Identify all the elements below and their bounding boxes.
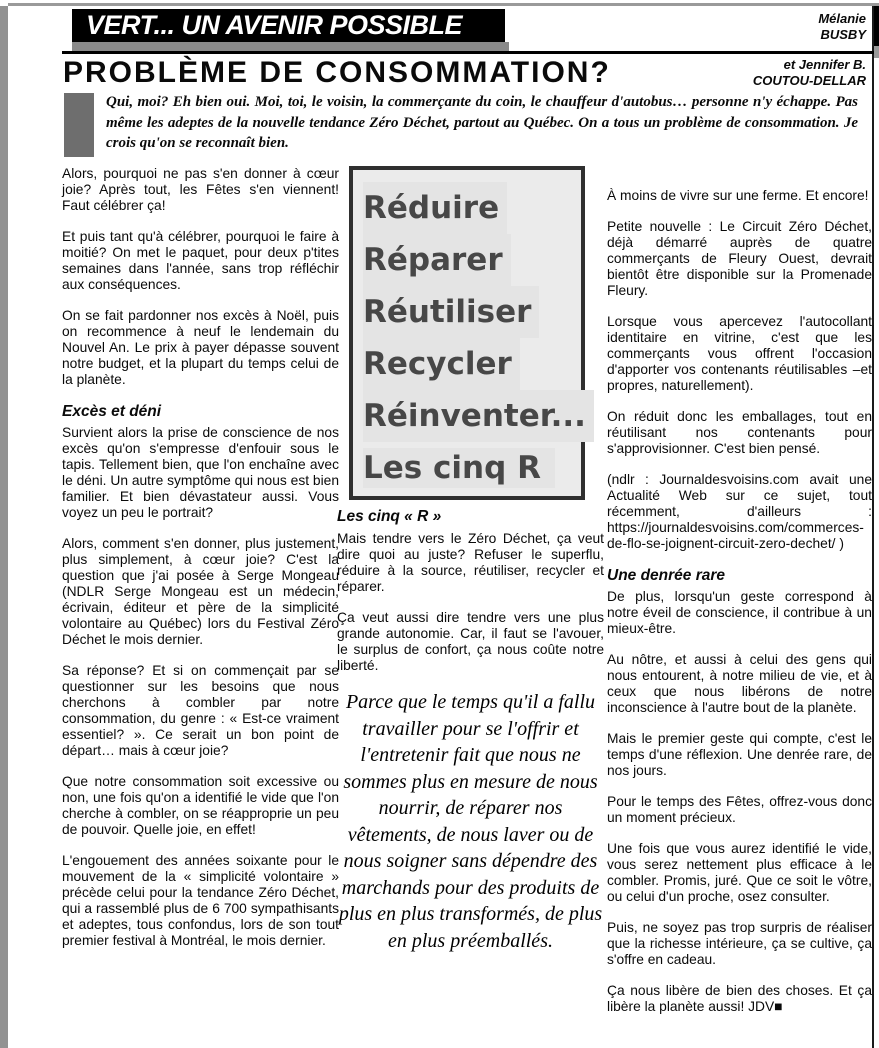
figure-label-les-cinq-r: Les cinq R [363, 448, 555, 488]
page-top-rule [8, 3, 879, 6]
paragraph: On se fait pardonner nos excès à Noël, puis on recommence à neuf le lendemain du Nouvel An. Le prix à payer dépasse souvent notre budget, et la plupart du temps celui de la planète. [62, 308, 339, 387]
paragraph: Alors, pourquoi ne pas s'en donner à cœur joie? Après tout, les Fêtes s'en viennent! Faut célébrer ça! [62, 166, 339, 213]
figure-word-reinventer: Réinventer... [363, 390, 594, 442]
article-lead: Qui, moi? Eh bien oui. Moi, toi, le voisin, la commerçante du coin, le chauffeur d'autobus… personne n'y échappe. Pas même les adeptes de la nouvelle tendance Zéro Déchet, partout au Québec. On a tous un problème de consommation. Je crois qu'on se reconnaît bien. [106, 94, 858, 151]
figure-word-reparer: Réparer [363, 234, 511, 286]
paragraph: Puis, ne soyez pas trop surpris de réaliser que la richesse intérieure, ça se cultive, ça s'offre en cadeau. [607, 920, 872, 967]
author-last-name: BUSBY [820, 27, 866, 42]
author-byline-top [700, 11, 866, 43]
paragraph: Au nôtre, et aussi à celui des gens qui nous entourent, à notre milieu de vie, et à ceux que nous libérons de notre inconscience à l'autre bout de la planète. [607, 652, 872, 715]
page-edge-black-block [874, 6, 879, 46]
paragraph: L'engouement des années soixante pour le mouvement de la « simplicité volontaire » précède celui pour la tendance Zéro Déchet, qui a rassemblé plus de 6 700 sympathisants et adeptes, tous confondus, lors de son tout premier festival à Montréal, le mois dernier. [62, 853, 339, 948]
coauthor-last-name: COUTOU-DELLAR [752, 73, 866, 88]
section-banner [72, 9, 505, 42]
paragraph: Ça veut aussi dire tendre vers une plus grande autonomie. Car, il faut se l'avouer, le surplus de confort, ça nous coûte notre liberté. [337, 610, 604, 673]
column-middle [337, 166, 604, 954]
figure-caption: Les cinq « R » [337, 508, 442, 525]
column-right [607, 188, 872, 1030]
figure-word-recycler: Recycler [363, 338, 520, 390]
five-r-figure [349, 166, 585, 500]
section-banner-title: VERT... UN AVENIR POSSIBLE [86, 10, 463, 40]
coauthor-first-name: et Jennifer B. [783, 57, 866, 72]
paragraph: Lorsque vous apercevez l'autocollant identitaire en vitrine, c'est que les commerçants vous offrent l'occasion d'apporter vos contenants réutilisables –et propres, naturellement). [607, 314, 872, 393]
paragraph: Sa réponse? Et si on commençait par se questionner sur les besoins que nous cherchons à combler par notre consommation, du genre : « Est-ce vraiment essentiel? ». Ce serait un bon point de départ… mais à cœur joie? [62, 663, 339, 758]
paragraph: Une fois que vous aurez identifié le vide, vous serez nettement plus efficace à le combler. Promis, juré. Que ce soit le vôtre, ou celui d'un proche, osez consulter. [607, 841, 872, 904]
paragraph: Et puis tant qu'à célébrer, pourquoi le faire à moitié? On met le paquet, pour deux p'tites semaines dans l'année, sans trop réfléchir aux conséquences. [62, 229, 339, 292]
paragraph: À moins de vivre sur une ferme. Et encore! [607, 188, 869, 203]
paragraph: On réduit donc les emballages, tout en réutilisant nos contenants pour s'approvisionner. C'est bien pensé. [607, 409, 872, 456]
paragraph: Survient alors la prise de conscience de nos excès qu'on s'empresse d'enfouir sous le tapis. Tellement bien, que l'on enchaîne avec le déni. Un autre symptôme qui nous est bien familier. Et bien dévastateur aussi. Vous voyez un peu le portrait? [62, 425, 339, 520]
paragraph: Mais tendre vers le Zéro Déchet, ça veut dire quoi au juste? Refuser le superflu, réduire à la source, réutiliser, recycler et réparer. [337, 531, 604, 594]
paragraph: Alors, comment s'en donner, plus justement, plus simplement, à cœur joie? C'est la question que j'ai posée à Serge Mongeau (NDLR Serge Mongeau est un médecin, écrivain, éditeur et père de la simplicité volontaire au Québec) lors du Festival Zéro Déchet le mois dernier. [62, 536, 339, 647]
figure-word-reduire: Réduire [363, 182, 507, 234]
subheading-une-denree-rare: Une denrée rare [607, 567, 726, 584]
column-left [62, 166, 339, 964]
subheading-exces-et-deni: Excès et déni [62, 403, 162, 420]
paragraph: Que notre consommation soit excessive ou non, une fois qu'on a identifié le vide que l'on cherche à combler, on se réapproprie un peu de pouvoir. Quelle joie, en effet! [62, 774, 339, 837]
paragraph: (ndlr : Journaldesvoisins.com avait une Actualité Web sur ce sujet, tout récemment, d'ailleurs : https://journaldesvoisins.com/commerces-de-flo-se-joignent-circuit-zero-dechet/ ) [607, 472, 872, 551]
paragraph: Mais le premier geste qui compte, c'est le temps d'une réflexion. Une denrée rare, de nos jours. [607, 731, 872, 778]
author-first-name: Mélanie [818, 11, 866, 26]
lead-gray-block [64, 93, 94, 157]
article-headline: PROBLÈME DE CONSOMMATION? [63, 56, 611, 89]
paragraph: Ça nous libère de bien des choses. Et ça libère la planète aussi! JDV■ [607, 983, 872, 1014]
page-edge-gray-block [874, 46, 879, 58]
header-rule [62, 51, 874, 54]
paragraph: Pour le temps des Fêtes, offrez-vous donc un moment précieux. [607, 794, 872, 825]
paragraph: Petite nouvelle : Le Circuit Zéro Déchet, déjà démarré auprès de quatre commerçants de Fleury Ouest, devrait bientôt être disponible sur la Promenade Fleury. [607, 219, 872, 298]
figure-word-reutiliser: Réutiliser [363, 286, 539, 338]
page-left-margin-strip [0, 6, 8, 1048]
pull-quote: Parce que le temps qu'il a fallu travailler pour se l'offrir et l'entretenir fait que nous ne sommes plus en mesure de nous nourrir, de réparer nos vêtements, de nous laver ou de nous soigner sans dépendre des marchands pour des produits de plus en plus transformés, de plus en plus préemballés. [338, 691, 603, 952]
paragraph: De plus, lorsqu'un geste correspond à notre éveil de conscience, il contribue à un mieux-être. [607, 589, 872, 636]
column-divider-right [872, 6, 874, 1048]
